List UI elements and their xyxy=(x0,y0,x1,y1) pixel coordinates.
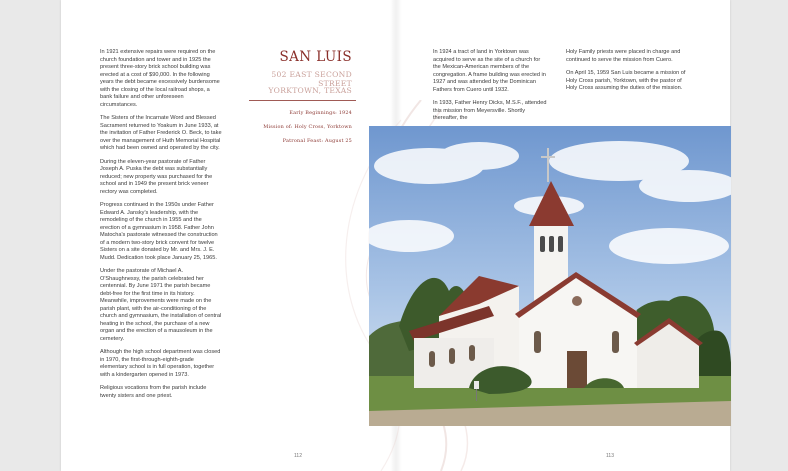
paragraph: Holy Family priests were placed in charge and continued to serve the mission from Cuero. xyxy=(566,49,681,63)
church-photo xyxy=(369,126,731,426)
paragraph: The Sisters of the Incarnate Word and Blessed Sacrament returned to Yoakum in June 1933, at the invitation of Father Frederick O. Beck, to take over the management of Huth Memorial Hospital which had been owned and operated by the city. xyxy=(100,115,222,151)
patronal-feast: Patronal Feast: August 25 xyxy=(282,138,352,144)
early-beginnings: Early Beginnings: 1924 xyxy=(289,110,352,116)
mission-of: Mission of: Holy Cross, Yorktown xyxy=(263,124,352,130)
paragraph: In 1924 a tract of land in Yorktown was acquired to serve as the site of a church for the Mexican-American members of the congregation. A frame building was erected in 1927 and was attended by the Dominican Fathers from Cuero until 1932. xyxy=(433,49,546,93)
page-number-left: 112 xyxy=(294,453,302,459)
right-page-column-2 xyxy=(566,49,688,99)
parish-title: SAN LUIS xyxy=(279,49,352,65)
page-number-right: 113 xyxy=(606,453,614,459)
book-spread xyxy=(61,0,730,471)
paragraph: During the eleven-year pastorate of Father Joseph A. Puska the debt was substantially reduced; new property was purchased for the school and in 1949 the present brick veneer rectory was completed. xyxy=(100,158,213,195)
paragraph: On April 15, 1959 San Luis became a mission of Holy Cross parish, Yorktown, with the pastor of Holy Cross assuming the duties of the mission. xyxy=(566,70,686,91)
paragraph: Under the pastorate of Michael A. O'Shaughnessy, the parish celebrated her centennial. By June 1971 the parish became debt-free for the first time in its history. Meanwhile, improvements were made on the parish plant, with the air-conditioning of the church and gymnasium, the installation of central heating in the school, the purchase of a new organ and the erection of a mausoleum in the cemetery. xyxy=(100,268,222,342)
paragraph: Religious vocations from the parish include twenty sisters and one priest. xyxy=(100,385,207,399)
paragraph: Progress continued in the 1950s under Father Edward A. Jansky's leadership, with the remodeling of the church in 1955 and the erection of a gymnasium in 1958. Father John Matocha's pastorate witnessed the construction of a modern two-story brick convent for twelve Sisters on a site donated by Mr. and Mrs. J. E. Mudd. Dedication took place January 25, 1965. xyxy=(100,202,218,261)
header-rule xyxy=(249,100,356,101)
parish-address-line1: 502 EAST SECOND STREET xyxy=(271,70,352,88)
right-page-column-1 xyxy=(433,49,549,129)
left-page-text-column xyxy=(100,49,222,406)
parish-address-line2: YORKTOWN, TEXAS xyxy=(268,86,352,95)
paragraph: Although the high school department was closed in 1970, the first-through-eighth-grade elementary school is in full operation, together with a kindergarten opened in 1973. xyxy=(100,349,221,378)
paragraph: In 1921 extensive repairs were required on the church foundation and tower and in 1925 the present three-story brick school building was erected at a cost of $90,000. In the following years the debt became excessively burdensome with the closing of the local railroad shops, a bank failure and other unforeseen circumstances. xyxy=(100,49,220,108)
paragraph: In 1933, Father Henry Dicks, M.S.F., attended this mission from Meyersville. Shortly thereafter, the xyxy=(433,100,547,121)
